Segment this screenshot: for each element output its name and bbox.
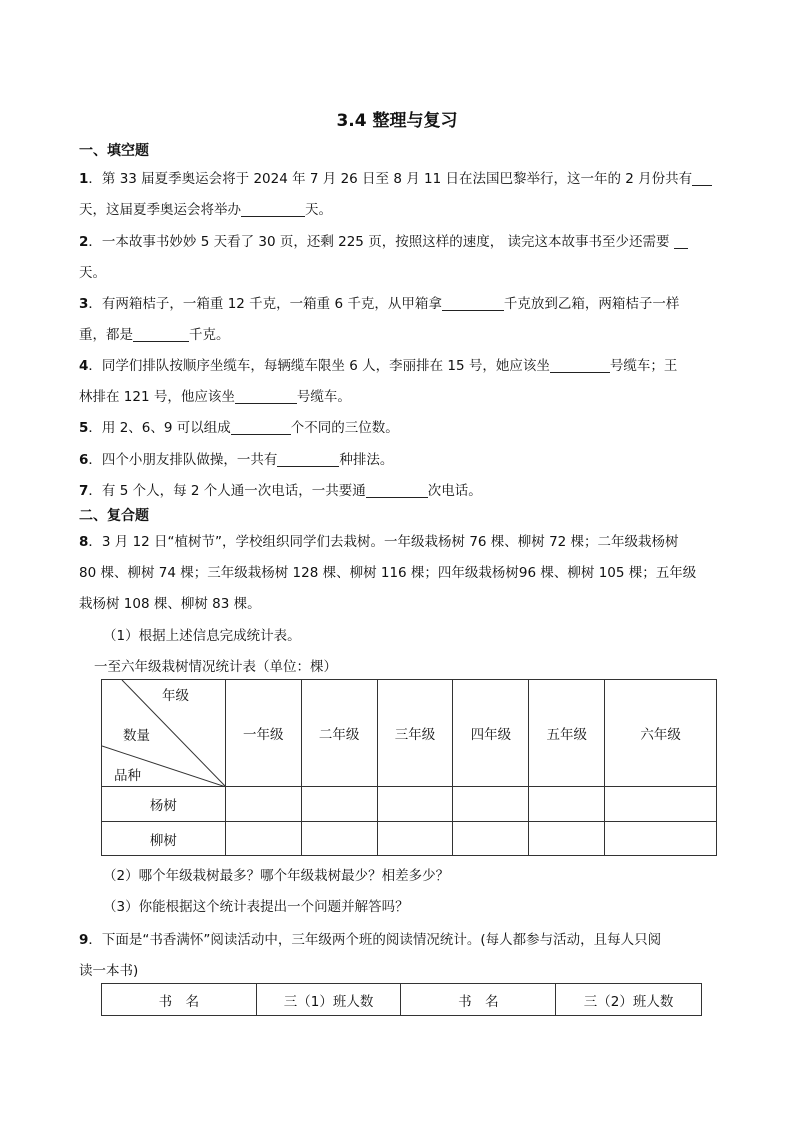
column-header: 三（1）班人数 bbox=[256, 984, 401, 1016]
grade-header: 四年级 bbox=[453, 680, 529, 787]
answer-blank[interactable] bbox=[674, 234, 688, 249]
section-fill-in: 一、填空题 bbox=[79, 143, 149, 159]
answer-blank[interactable] bbox=[277, 452, 339, 467]
question-1-line-2: 天，这届夏季奥运会将举办 天。 bbox=[79, 202, 332, 218]
question-6: 6．四个小朋友排队做操，一共有 种排法。 bbox=[79, 452, 394, 468]
table-caption: 一至六年级栽树情况统计表（单位：棵） bbox=[94, 659, 337, 675]
table-cell[interactable] bbox=[453, 787, 529, 822]
corner-label-grade: 年级 bbox=[162, 688, 189, 704]
table-cell[interactable] bbox=[529, 822, 605, 856]
question-8-line-3: 栽杨树 108 棵、柳树 83 棵。 bbox=[79, 596, 261, 612]
grade-header: 五年级 bbox=[529, 680, 605, 787]
question-2-line-2: 天。 bbox=[79, 265, 106, 281]
corner-label-type: 品种 bbox=[114, 768, 141, 784]
question-9-line-2: 读一本书) bbox=[79, 963, 139, 979]
question-number: 5 bbox=[79, 420, 89, 436]
question-number: 6 bbox=[79, 452, 89, 468]
table-cell[interactable] bbox=[301, 787, 377, 822]
answer-blank[interactable] bbox=[133, 327, 189, 342]
table-cell[interactable] bbox=[453, 822, 529, 856]
question-number: 7 bbox=[79, 483, 89, 499]
grade-header: 三年级 bbox=[377, 680, 453, 787]
table-cell[interactable] bbox=[225, 787, 301, 822]
question-3-line-2: 重，都是 千克。 bbox=[79, 327, 230, 343]
row-label-poplar: 杨树 bbox=[102, 787, 226, 822]
answer-blank[interactable] bbox=[366, 483, 428, 498]
question-8-sub-1: （1）根据上述信息完成统计表。 bbox=[103, 628, 301, 644]
answer-blank[interactable] bbox=[550, 358, 610, 373]
question-2-line-1: 2．一本故事书妙妙 5 天看了 30 页，还剩 225 页，按照这样的速度， 读完这本故事书至少还需要 bbox=[79, 230, 688, 250]
table-cell[interactable] bbox=[225, 822, 301, 856]
table-cell[interactable] bbox=[529, 787, 605, 822]
table-cell[interactable] bbox=[605, 787, 717, 822]
question-1-line-1: 1．第 33 届夏季奥运会将于 2024 年 7 月 26 日至 8 月 11 日在法国巴黎举行，这一年的 2 月份共有 bbox=[79, 167, 712, 187]
question-number: 8 bbox=[79, 534, 89, 550]
question-7: 7．有 5 个人，每 2 个人通一次电话，一共要通 次电话。 bbox=[79, 483, 482, 499]
question-number: 4 bbox=[79, 358, 89, 374]
answer-blank[interactable] bbox=[231, 420, 291, 435]
question-8-line-2: 80 棵、柳树 74 棵；三年级栽杨树 128 棵、柳树 116 棵；四年级栽杨树96 棵、柳树 105 棵；五年级 bbox=[79, 565, 697, 581]
table-cell[interactable] bbox=[301, 822, 377, 856]
question-8-line-1: 8．3 月 12 日“植树节”，学校组织同学们去栽树。一年级栽杨树 76 棵、柳树 72 棵；二年级栽杨树 bbox=[79, 534, 679, 550]
question-4-line-1: 4．同学们排队按顺序坐缆车，每辆缆车限坐 6 人，李丽排在 15 号，她应该坐 号缆车；王 bbox=[79, 358, 678, 374]
table-cell[interactable] bbox=[377, 787, 453, 822]
question-4-line-2: 林排在 121 号，他应该坐 号缆车。 bbox=[79, 389, 351, 405]
answer-blank[interactable] bbox=[241, 202, 305, 217]
question-9-line-1: 9．下面是“书香满怀”阅读活动中，三年级两个班的阅读情况统计。(每人都参与活动，且每人只阅 bbox=[79, 932, 662, 948]
page-title: 3.4 整理与复习 bbox=[336, 111, 458, 131]
table-row bbox=[102, 822, 717, 856]
column-header: 书 名 bbox=[401, 984, 556, 1016]
table-row bbox=[102, 787, 717, 822]
grade-header: 六年级 bbox=[605, 680, 717, 787]
column-header: 书 名 bbox=[102, 984, 257, 1016]
section-composite: 二、复合题 bbox=[79, 508, 149, 524]
question-8-sub-2: （2）哪个年级栽树最多？哪个年级栽树最少？相差多少？ bbox=[103, 868, 450, 884]
grade-header: 一年级 bbox=[225, 680, 301, 787]
corner-label-quantity: 数量 bbox=[123, 728, 150, 744]
column-header: 三（2）班人数 bbox=[556, 984, 702, 1016]
table-cell[interactable] bbox=[605, 822, 717, 856]
table-cell[interactable] bbox=[377, 822, 453, 856]
question-number: 3 bbox=[79, 296, 89, 312]
question-8-sub-3: （3）你能根据这个统计表提出一个问题并解答吗？ bbox=[103, 899, 409, 915]
row-label-willow: 柳树 bbox=[102, 822, 226, 856]
question-3-line-1: 3．有两箱桔子，一箱重 12 千克，一箱重 6 千克，从甲箱拿 千克放到乙箱，两箱桔子一样 bbox=[79, 296, 680, 312]
table-header-corner bbox=[102, 680, 226, 787]
answer-blank[interactable] bbox=[235, 389, 297, 404]
reading-table bbox=[101, 983, 702, 1016]
tree-planting-table bbox=[101, 679, 717, 856]
answer-blank[interactable] bbox=[442, 296, 504, 311]
answer-blank[interactable] bbox=[692, 171, 712, 186]
grade-header: 二年级 bbox=[301, 680, 377, 787]
question-number: 2 bbox=[79, 234, 89, 250]
question-5: 5．用 2、6、9 可以组成 个不同的三位数。 bbox=[79, 420, 399, 436]
question-number: 1 bbox=[79, 171, 89, 187]
question-number: 9 bbox=[79, 932, 89, 948]
